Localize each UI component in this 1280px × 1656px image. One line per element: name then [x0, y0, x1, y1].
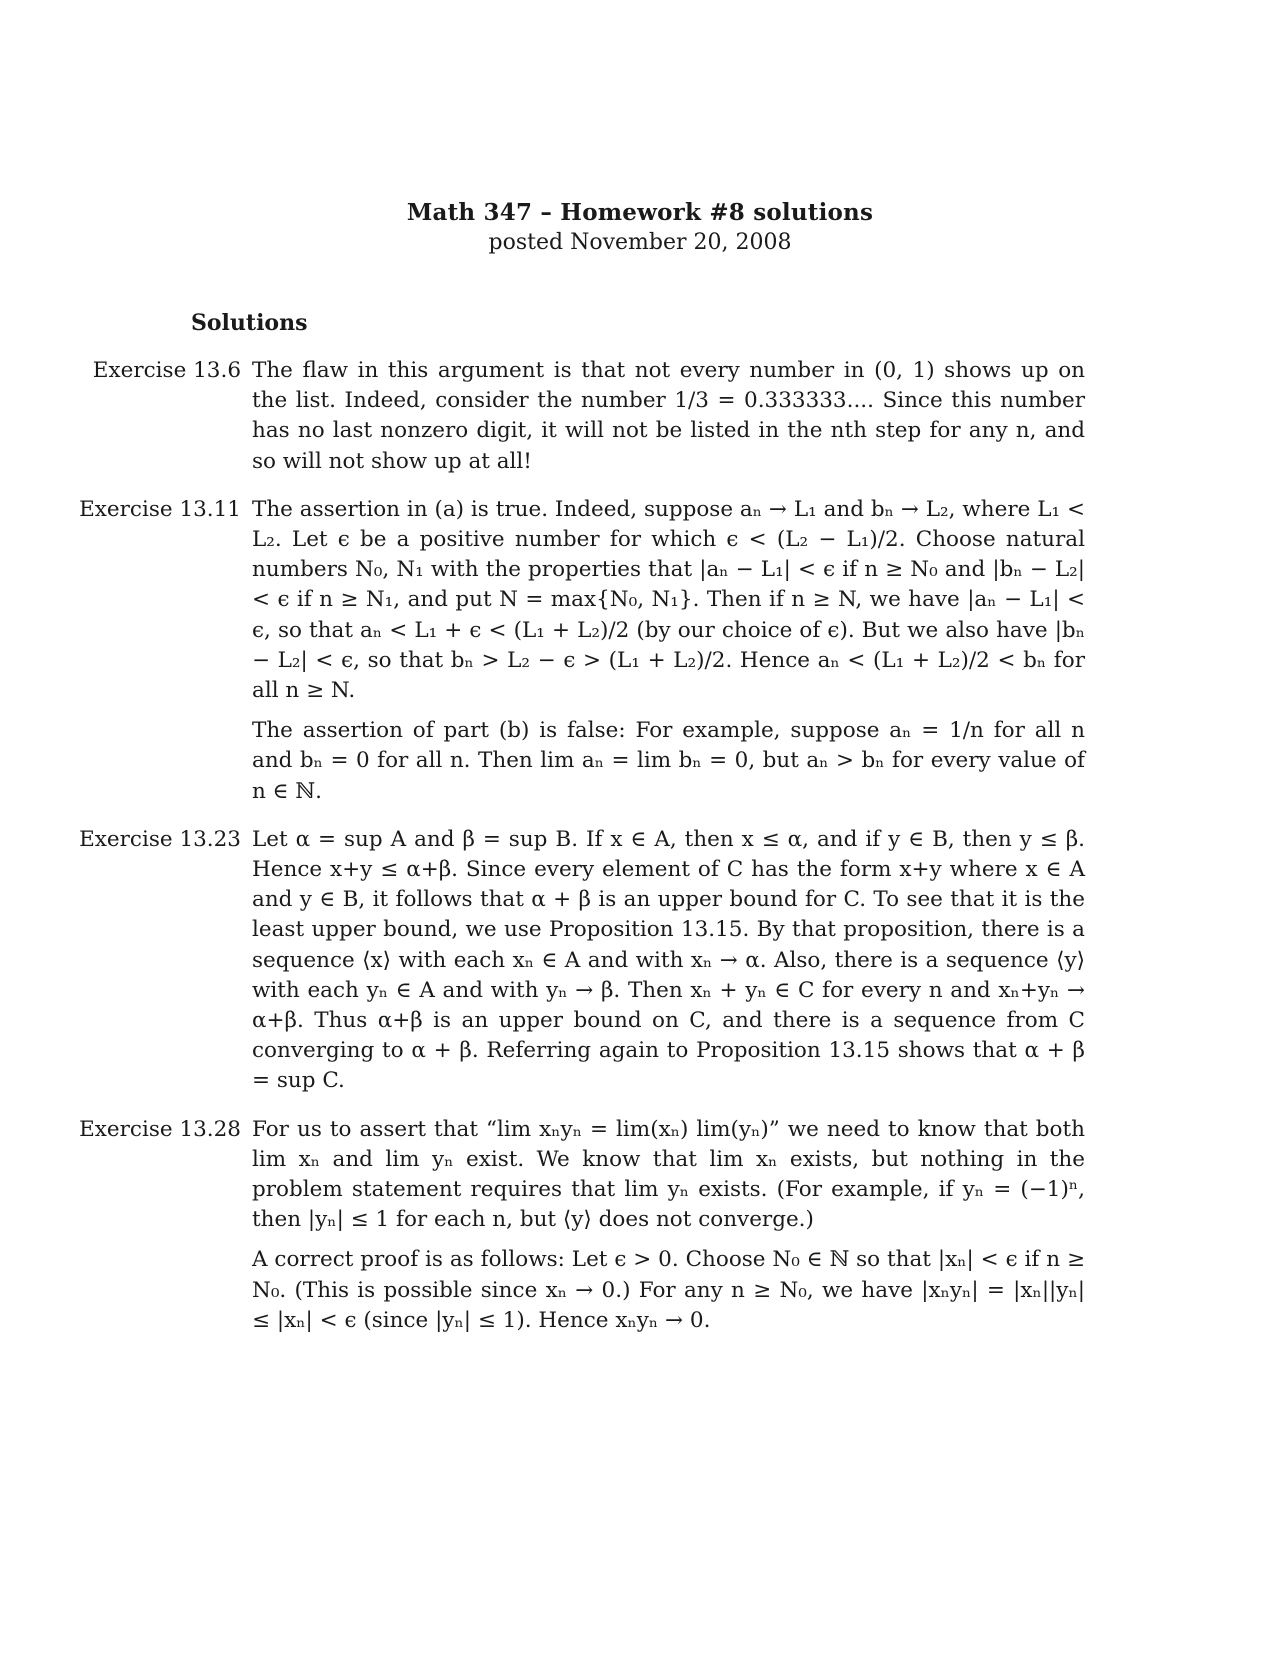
exercise-label: Exercise 13.6 [92, 358, 241, 383]
exercise-paragraph: The assertion in (a) is true. Indeed, suppose aₙ → L₁ and bₙ → L₂, where L₁ < L₂. Let ϵ be a positive number for which ϵ < (L₂ − L₁)/2. Choose natural numbers N₀, N₁ with the properties that |aₙ − L₁| < ϵ if n ≥ N₀ and |bₙ − L₂| < ϵ if n ≥ N₁, and put N = max{N₀, N₁}. Then if n ≥ N, we have |aₙ − L₁| < ϵ, so that aₙ < L₁ + ϵ < (L₁ + L₂)/2 (by our choice of ϵ). But we also have |bₙ − L₂| < ϵ, so that bₙ > L₂ − ϵ > (L₁ + L₂)/2. Hence aₙ < (L₁ + L₂)/2 < bₙ for all n ≥ N. [252, 496, 1085, 704]
exercise-13-6 [0, 356, 1280, 477]
exercise-body [252, 356, 1085, 477]
exercise-13-28 [0, 1115, 1280, 1336]
title-block [0, 198, 1280, 258]
exercise-13-11 [0, 495, 1280, 807]
exercise-list [0, 356, 1280, 1354]
exercise-body [252, 495, 1085, 807]
section-heading: Solutions [191, 310, 308, 336]
exercise-paragraph: For us to assert that “lim xₙyₙ = lim(xₙ) lim(yₙ)” we need to know that both lim xₙ and lim yₙ exist. We know that lim xₙ exists, but nothing in the problem statement requires that lim yₙ exists. (For example, if yₙ = (−1)ⁿ, then |yₙ| ≤ 1 for each n, but ⟨y⟩ does not converge.) [252, 1116, 1085, 1233]
exercise-body [252, 1115, 1085, 1336]
exercise-label: Exercise 13.23 [79, 826, 241, 852]
exercise-label: Exercise 13.28 [79, 1116, 241, 1142]
exercise-label: Exercise 13.11 [79, 496, 241, 522]
document-subtitle: posted November 20, 2008 [488, 230, 792, 255]
exercise-body [252, 825, 1085, 1097]
exercise-paragraph: The assertion of part (b) is false: For example, suppose aₙ = 1/n for all n and bₙ = 0 for all n. Then lim aₙ = lim bₙ = 0, but aₙ > bₙ for every value of n ∈ ℕ. [252, 718, 1085, 804]
exercise-paragraph: Let α = sup A and β = sup B. If x ∈ A, then x ≤ α, and if y ∈ B, then y ≤ β. Hence x+y ≤ α+β. Since every element of C has the form x+y where x ∈ A and y ∈ B, it follows that α + β is an upper bound for C. To see that it is the least upper bound, we use Proposition 13.15. By that proposition, there is a sequence ⟨x⟩ with each xₙ ∈ A and with xₙ → α. Also, there is a sequence ⟨y⟩ with each yₙ ∈ A and with yₙ → β. Then xₙ + yₙ ∈ C for every n and xₙ+yₙ → α+β. Thus α+β is an upper bound on C, and there is a sequence from C converging to α + β. Referring again to Proposition 13.15 shows that α + β = sup C. [252, 826, 1085, 1094]
exercise-paragraph: The flaw in this argument is that not every number in (0, 1) shows up on the list. Indeed, consider the number 1/3 = 0.333333.... Since this number has no last nonzero digit, it will not be listed in the nth step for any n, and so will not show up at all! [252, 358, 1085, 474]
document-title: Math 347 – Homework #8 solutions [406, 199, 874, 226]
exercise-13-23 [0, 825, 1280, 1097]
exercise-paragraph: A correct proof is as follows: Let ϵ > 0. Choose N₀ ∈ ℕ so that |xₙ| < ϵ if n ≥ N₀. (This is possible since xₙ → 0.) For any n ≥ N₀, we have |xₙyₙ| = |xₙ||yₙ| ≤ |xₙ| < ϵ (since |yₙ| ≤ 1). Hence xₙyₙ → 0. [252, 1247, 1085, 1333]
